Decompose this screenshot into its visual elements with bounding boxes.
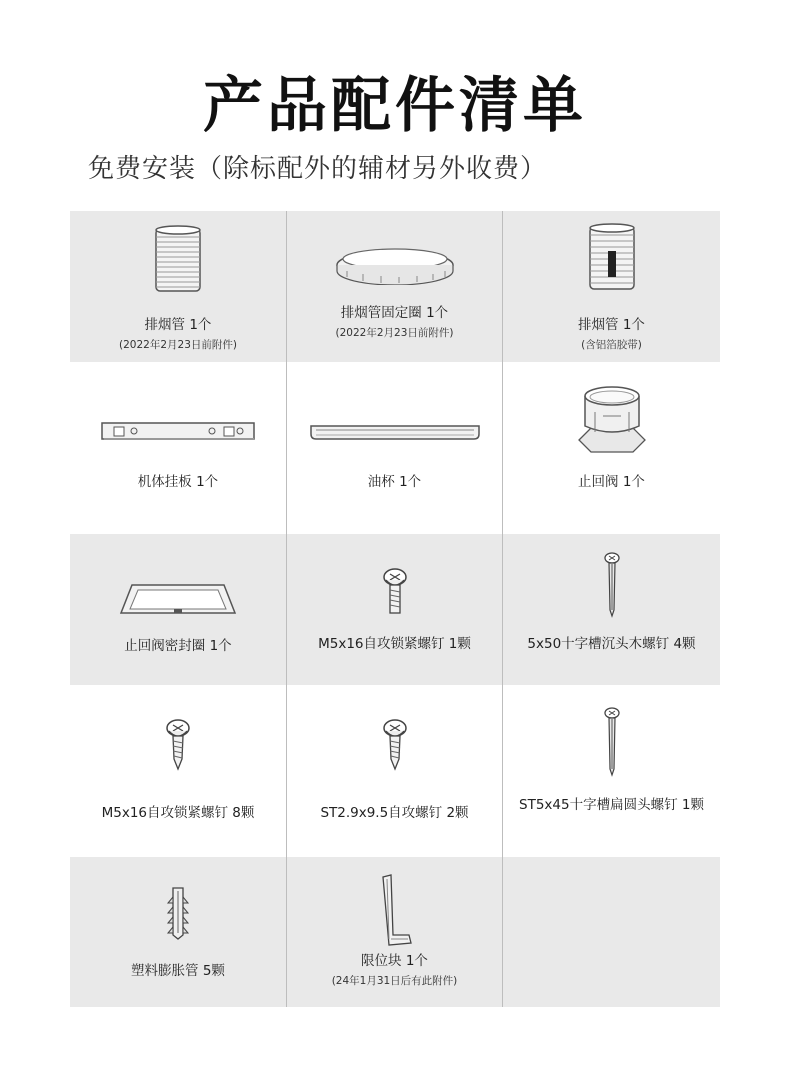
grid-row: [70, 211, 720, 362]
accessory-note: (2022年2月23日前附件): [335, 327, 454, 339]
accessory-note: (含铝箔胶带): [581, 339, 642, 351]
oil-cup-icon: [308, 422, 482, 442]
accessory-label: ST2.9x9.5自攻螺钉 2颗: [320, 805, 469, 821]
accessory-label: 止回阀 1个: [578, 474, 645, 490]
wall-plug-icon: [166, 885, 190, 941]
accessory-cell: [286, 857, 502, 1007]
accessory-label: 止回阀密封圈 1个: [124, 638, 232, 654]
duct-with-tape-icon: [584, 221, 640, 295]
accessory-cell: [286, 685, 502, 857]
short-screw-icon: [381, 568, 409, 618]
limit-block-icon: [375, 873, 415, 947]
grid-row: [70, 362, 720, 534]
accessory-label: M5x16自攻锁紧螺钉 8颗: [101, 805, 255, 821]
page-subtitle: 免费安装（除标配外的辅材另外收费）: [88, 154, 548, 184]
page-title: 产品配件清单: [203, 71, 587, 141]
mounting-plate-icon: [100, 420, 256, 444]
accessory-note: (24年1月31日后有此附件): [331, 975, 458, 987]
accessory-label: ST5x45十字槽扁圆头螺钉 1颗: [519, 797, 704, 813]
tapping-screw-icon: [164, 719, 192, 771]
accessory-cell: [286, 211, 502, 362]
valve-seal-icon: [118, 582, 238, 618]
accessory-label: 塑料膨胀管 5颗: [131, 963, 225, 979]
accessory-cell: [70, 857, 286, 1007]
accessory-label: 油杯 1个: [367, 474, 422, 490]
accessory-note: (2022年2月23日前附件): [119, 339, 237, 351]
accessory-cell: [70, 362, 286, 534]
accessory-cell: [502, 685, 720, 857]
accessory-label: 机体挂板 1个: [137, 474, 219, 490]
accessory-cell: [70, 211, 286, 362]
fixing-ring-icon: [333, 241, 457, 285]
small-tapping-screw-icon: [381, 719, 409, 771]
accessory-label: 限位块 1个: [361, 953, 428, 969]
accessory-cell: [502, 211, 720, 362]
accessory-cell: [286, 362, 502, 534]
flex-duct-icon: [148, 223, 208, 297]
accessory-label: 5x50十字槽沉头木螺钉 4颗: [527, 636, 696, 652]
check-valve-icon: [571, 382, 653, 456]
empty-cell: [502, 857, 720, 1007]
accessory-label: 排烟管固定圈 1个: [340, 305, 449, 321]
accessory-cell: [502, 534, 720, 685]
accessory-label: 排烟管 1个: [144, 317, 212, 333]
grid-row: [70, 857, 720, 1007]
grid-row: [70, 534, 720, 685]
wood-screw-icon: [602, 552, 622, 618]
accessory-cell: [70, 685, 286, 857]
long-screw-icon: [602, 707, 622, 777]
accessory-label: 排烟管 1个: [578, 317, 645, 333]
accessory-grid: [70, 211, 720, 1007]
accessory-cell: [70, 534, 286, 685]
grid-row: [70, 685, 720, 857]
accessory-cell: [502, 362, 720, 534]
accessory-label: M5x16自攻锁紧螺钉 1颗: [318, 636, 471, 652]
accessory-cell: [286, 534, 502, 685]
